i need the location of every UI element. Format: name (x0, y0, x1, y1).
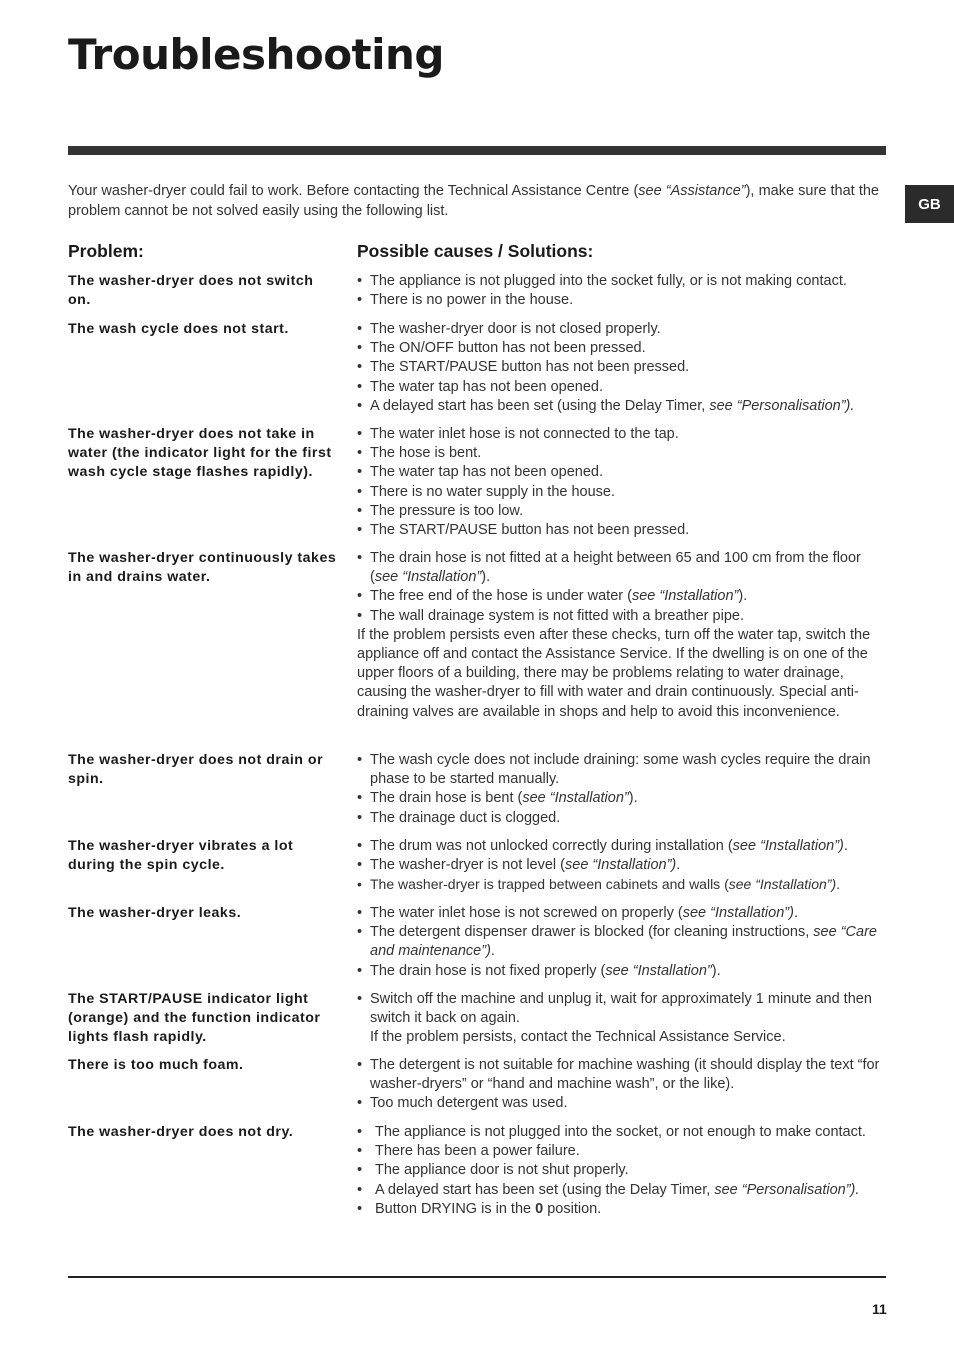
problem-text: There is too much foam. (68, 1057, 244, 1073)
problem-text: The washer-dryer does not dry. (68, 1124, 294, 1140)
solution-item: • The water inlet hose is not connected to the tap. (357, 425, 887, 444)
solution-item: • The appliance door is not shut properly. (357, 1161, 887, 1180)
solution-text-end: . (490, 943, 495, 960)
solution-item (357, 789, 887, 808)
intro-paragraph (68, 181, 879, 221)
position-value: 0 (535, 1200, 544, 1217)
solution-text: The drain hose is bent ( (370, 790, 523, 807)
solution-reference: see “Personalisation”). (714, 1181, 860, 1198)
solution-item: • The drainage duct is clogged. (357, 809, 887, 828)
solution-reference: see “Installation”) (565, 857, 677, 874)
solution-item (357, 875, 887, 894)
solution-item: • The appliance is not plugged into the socket fully, or is not making contact. (357, 272, 887, 291)
solution-reference: see “Installation”) (728, 876, 837, 893)
solution-reference: see “Personalisation”). (709, 397, 855, 414)
solution-continuation: If the problem persists, contact the Technical Assistance Service. (370, 1029, 786, 1046)
intro-reference: see “Assistance” (638, 183, 746, 199)
solution-item: • The water tap has not been opened. (357, 463, 887, 482)
solution-text: A delayed start has been set (using the Delay Timer, (370, 397, 710, 414)
solutions-list (357, 990, 887, 1048)
solution-item (357, 962, 887, 981)
solution-item: • Too much detergent was used. (357, 1094, 887, 1113)
solutions-list (357, 549, 887, 722)
problem-column-header: Problem: (68, 241, 144, 261)
solution-text: The water inlet hose is not screwed on properly ( (370, 905, 683, 921)
solutions-list (357, 1123, 887, 1219)
solution-text: The free end of the hose is under water ( (370, 588, 632, 605)
solution-item: • The appliance is not plugged into the socket, or not enough to make contact. (357, 1123, 887, 1142)
solutions-list (357, 837, 887, 895)
solution-item: • The water tap has not been opened. (357, 378, 887, 397)
solution-text-end: position. (543, 1200, 602, 1217)
solution-item (357, 1200, 887, 1219)
solution-text: The washer-dryer is not level ( (370, 857, 566, 874)
solution-text: The drum was not unlocked correctly during installation ( (370, 838, 733, 854)
solution-item: • Switch off the machine and unplug it, wait for approximately 1 minute and then switch it back on again. (357, 990, 887, 1028)
solution-note: If the problem persists even after these checks, turn off the water tap, switch the appliance off and contact the Assistance Service. If the dwelling is on one of the upper floors of a building, there may be problems relating to water drainage, causing the washer-dryer to fill with water and drain continuously. Special anti-draining valves are available in shops and help to avoid this inconvenience. (357, 626, 871, 720)
solution-reference: see “Care and maintenance”) (370, 924, 877, 960)
solution-item (357, 587, 887, 606)
solution-reference: see “Installation” (631, 588, 739, 605)
solution-item: • There has been a power failure. (357, 1142, 887, 1161)
page-number: 11 (872, 1301, 887, 1317)
solution-item (357, 1181, 887, 1200)
solution-reference: see “Installation” (605, 962, 712, 979)
solution-text-end: ). (711, 962, 721, 979)
header-rule (68, 146, 886, 155)
solution-reference: see “Installation” (374, 569, 482, 586)
solution-column-header: Possible causes / Solutions: (357, 241, 594, 261)
problem-text: The wash cycle does not start. (68, 321, 289, 337)
intro-text-start: Your washer-dryer could fail to work. Before contacting the Technical Assistance Centre ( (68, 183, 639, 199)
solution-text-end: ). (481, 569, 491, 586)
solution-reference: see “Installation”) (732, 838, 844, 854)
solution-item: • The wash cycle does not include draining: some wash cycles require the drain phase to be started manually. (357, 751, 887, 789)
solution-item (357, 837, 887, 856)
solutions-list (357, 904, 887, 981)
solution-text-end: ). (738, 588, 748, 605)
problem-text: The washer-dryer does not drain or spin. (68, 752, 324, 788)
solution-item: • The washer-dryer door is not closed properly. (357, 320, 887, 339)
solutions-list (357, 751, 887, 828)
solution-reference: see “Installation” (522, 790, 629, 807)
solution-item: • The detergent is not suitable for machine washing (it should display the text “for washer-dryers” or “hand and machine wash”, or the like). (357, 1056, 887, 1094)
solution-text-end: . (843, 838, 848, 854)
solution-reference: see “Installation”) (682, 905, 794, 921)
solution-text: The drain hose is not fitted at a height between 65 and 100 cm from the floor ( (370, 550, 861, 586)
solution-item: • There is no water supply in the house. (357, 483, 887, 502)
solution-item (357, 549, 887, 587)
solution-text: A delayed start has been set (using the Delay Timer, (375, 1181, 715, 1198)
solution-item (357, 904, 887, 923)
solutions-list (357, 272, 887, 310)
problem-text: The washer-dryer leaks. (68, 905, 242, 921)
solution-item: • The ON/OFF button has not been pressed. (357, 339, 887, 358)
solution-item: • The wall drainage system is not fitted with a breather pipe. (357, 607, 887, 626)
solution-text-end: ). (628, 790, 638, 807)
solution-text: Button DRYING is in the (375, 1200, 536, 1217)
problem-text: The washer-dryer does not switch on. (68, 273, 314, 309)
solution-text-end: . (836, 876, 841, 893)
page-title: Troubleshooting (68, 30, 444, 79)
solution-text-end: . (793, 905, 798, 921)
solution-item: • The START/PAUSE button has not been pressed. (357, 521, 887, 540)
solution-item (357, 923, 887, 961)
solution-item (357, 856, 887, 875)
problem-text: The START/PAUSE indicator light (orange) and the function indicator lights flash rapidly. (68, 991, 321, 1046)
solution-text: The washer-dryer is trapped between cabinets and walls ( (370, 876, 729, 893)
solutions-list (357, 425, 887, 540)
solution-item (357, 397, 887, 416)
solution-text-end: . (676, 857, 681, 874)
footer-rule (68, 1276, 886, 1278)
solution-text: The drain hose is not fixed properly ( (370, 962, 606, 979)
language-tab: GB (905, 185, 954, 223)
solution-text: The detergent dispenser drawer is blocked (for cleaning instructions, (370, 924, 814, 941)
solution-item: • The pressure is too low. (357, 502, 887, 521)
solutions-list (357, 320, 887, 416)
problem-text: The washer-dryer vibrates a lot during the spin cycle. (68, 838, 294, 874)
solution-item: • The START/PAUSE button has not been pressed. (357, 358, 887, 377)
solutions-list (357, 1056, 887, 1114)
intro-text-end: ), make sure that the problem cannot be not solved easily using the following list. (68, 183, 879, 219)
problem-text: The washer-dryer continuously takes in and drains water. (68, 550, 337, 586)
problem-text: The washer-dryer does not take in water (the indicator light for the first wash cycle stage flashes rapidly). (68, 426, 332, 481)
solution-item: • The hose is bent. (357, 444, 887, 463)
solution-item: • There is no power in the house. (357, 291, 887, 310)
